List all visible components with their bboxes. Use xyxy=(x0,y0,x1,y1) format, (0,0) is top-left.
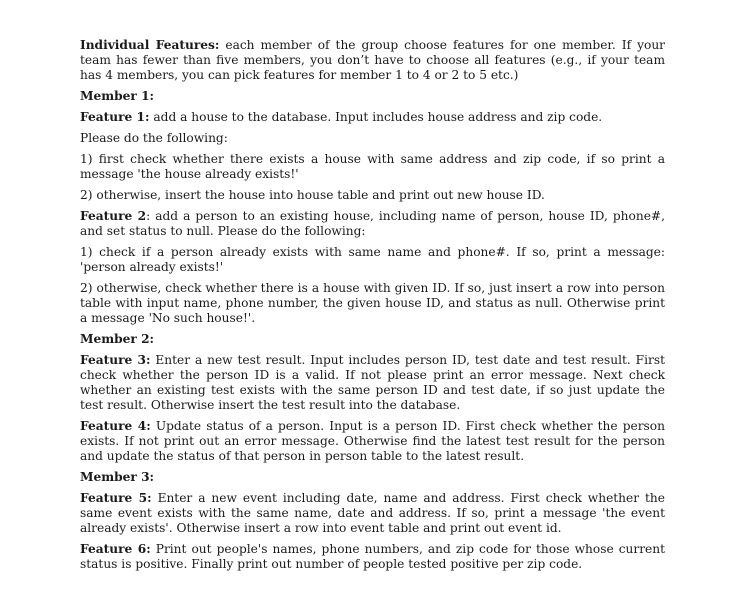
feature-2-text: : add a person to an existing house, including name of person, house ID, phone#, and set status to null. Please do the following: xyxy=(80,209,665,238)
feature-1-step-1: 1) first check whether there exists a house with same address and zip code, if so print a message 'the house already exists!' xyxy=(80,152,665,181)
feature-3-label: Feature 3: xyxy=(80,353,151,367)
feature-1-step-2: 2) otherwise, insert the house into house table and print out new house ID. xyxy=(80,188,545,202)
feature-1-paragraph xyxy=(80,110,665,125)
feature-5-paragraph xyxy=(80,491,665,536)
feature-1-label: Feature 1: xyxy=(80,110,150,124)
intro-text: each member of the group choose features for one member. If your team has fewer than five members, you don’t have to choose all features (e.g., if your team has 4 members, you can pick features for member 1 to 4 or 2 to 5 etc.) xyxy=(80,38,665,82)
feature-1-instruction: Please do the following: xyxy=(80,131,228,145)
feature-1-text: add a house to the database. Input includes house address and zip code. xyxy=(149,110,603,124)
feature-4-text: Update status of a person. Input is a person ID. First check whether the person exists. If not print out an error message. Otherwise find the latest test result for the person and update the status of that person in person table to the latest result. xyxy=(80,419,665,463)
feature-2-paragraph xyxy=(80,209,665,239)
feature-5-label: Feature 5: xyxy=(80,491,152,505)
feature-2-step-1: 1) check if a person already exists with same name and phone#. If so, print a message: 'person already exists!' xyxy=(80,245,665,274)
feature-2-label: Feature 2 xyxy=(80,209,147,223)
feature-6-text: Print out people's names, phone numbers, and zip code for those whose current status is positive. Finally print out number of people tested positive per zip code. xyxy=(80,542,665,571)
document-body xyxy=(80,38,665,578)
feature-6-label: Feature 6: xyxy=(80,542,151,556)
intro-paragraph xyxy=(80,38,665,83)
feature-2-step-2: 2) otherwise, check whether there is a house with given ID. If so, just insert a row into person table with input name, phone number, the given house ID, and status as null. Otherwise print a message 'No such house!'. xyxy=(80,281,665,325)
feature-3-text: Enter a new test result. Input includes person ID, test date and test result. First check whether the person ID is a valid. If not please print an error message. Next check whether an existing test exists with the same person ID and test date, if so just update the test result. Otherwise insert the test result into the database. xyxy=(80,353,665,412)
feature-5-text: Enter a new event including date, name and address. First check whether the same event exists with the same name, date and address. If so, print a message 'the event already exists'. Otherwise insert a row into event table and print out event id. xyxy=(80,491,665,535)
feature-4-paragraph xyxy=(80,419,665,464)
member-2-heading: Member 2: xyxy=(80,332,155,346)
member-1-heading: Member 1: xyxy=(80,89,155,103)
intro-label: Individual Features: xyxy=(80,38,220,52)
member-3-heading: Member 3: xyxy=(80,470,155,484)
feature-6-paragraph xyxy=(80,542,665,572)
feature-3-paragraph xyxy=(80,353,665,413)
feature-4-label: Feature 4: xyxy=(80,419,151,433)
